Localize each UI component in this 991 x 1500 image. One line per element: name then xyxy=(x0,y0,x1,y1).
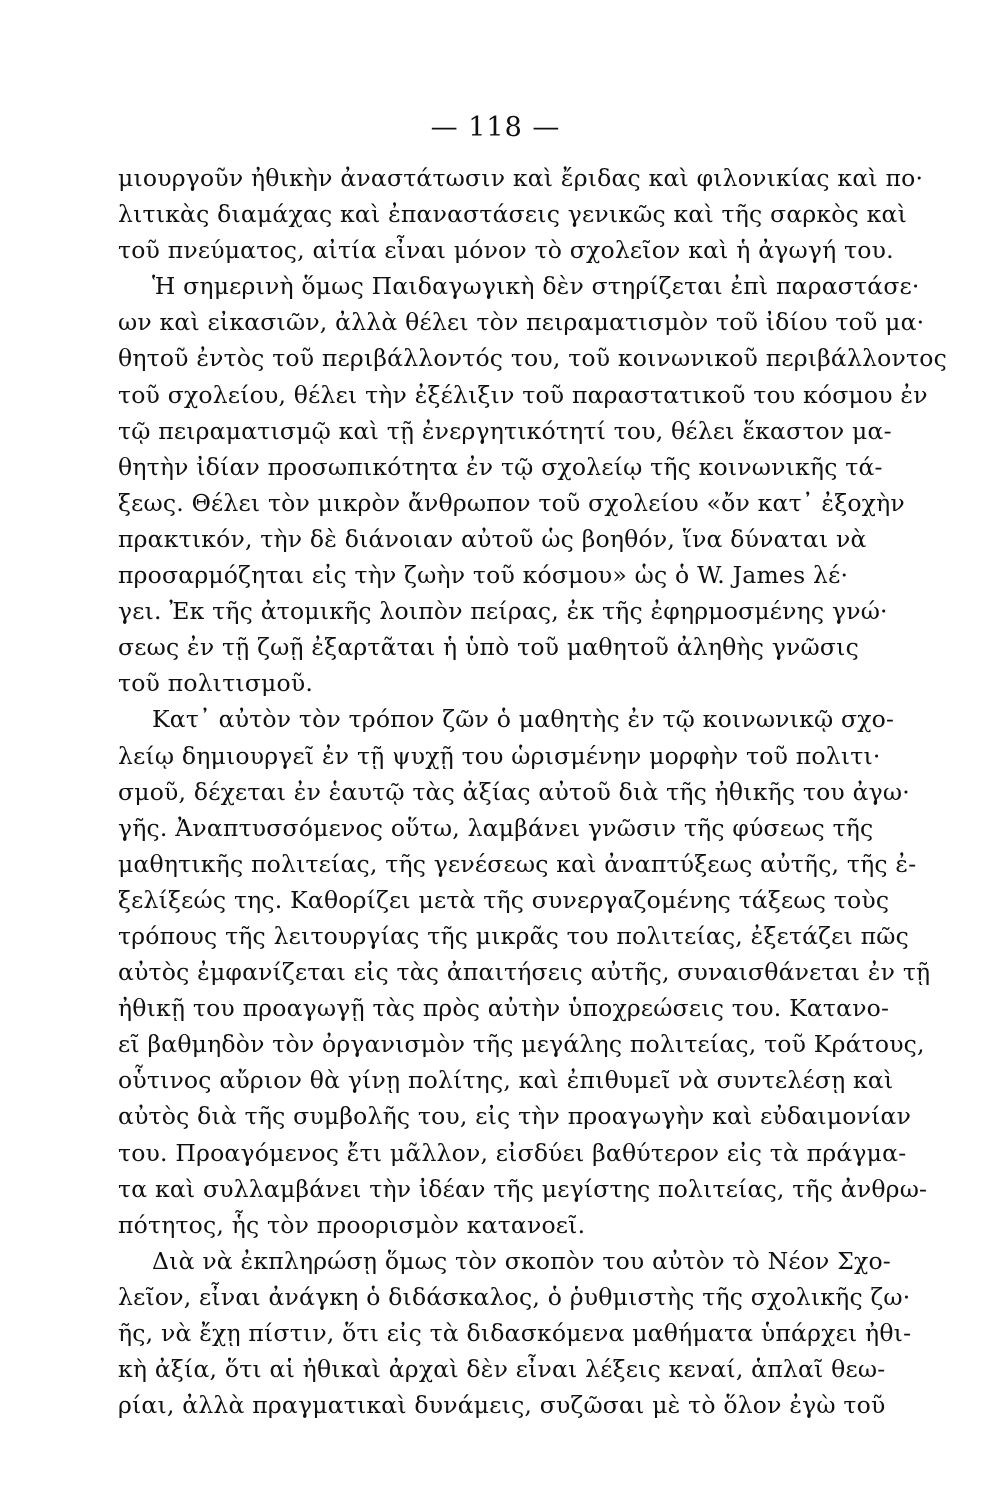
text-line: θητὴν ἰδίαν προσωπικότητα ἐν τῷ σχολείῳ τῆς κοινωνικῆς τά- xyxy=(118,452,883,481)
text-line: πρακτικόν, τὴν δὲ διάνοιαν αὐτοῦ ὡς βοηθόν, ἵνα δύναται νὰ xyxy=(118,524,867,553)
text-line: μαθητικῆς πολιτείας, τῆς γενέσεως καὶ ἀναπτύξεως αὐτῆς, τῆς ἐ- xyxy=(118,849,917,878)
text-line: ἠθικῇ του προαγωγῇ τὰς πρὸς αὐτὴν ὑποχρεώσεις του. Κατανο- xyxy=(118,994,890,1023)
text-line: ρίαι, ἀλλὰ πραγματικαὶ δυνάμεις, συζῶσαι μὲ τὸ ὅλον ἐγὼ τοῦ xyxy=(118,1391,886,1420)
text-line: τοῦ πολιτισμοῦ. xyxy=(118,669,314,698)
text-line: οὗτινος αὔριον θὰ γίνῃ πολίτης, καὶ ἐπιθυμεῖ νὰ συντελέσῃ καὶ xyxy=(118,1066,894,1095)
paragraph-start-line: Ἡ σημερινὴ ὅμως Παιδαγωγικὴ δὲν στηρίζεται ἐπὶ παραστάσε· xyxy=(152,272,920,301)
paragraph-start-line: Διὰ νὰ ἐκπληρώσῃ ὅμως τὸν σκοπὸν του αὐτὸν τὸ Νέον Σχο- xyxy=(152,1246,891,1275)
text-line: τῷ πειραματισμῷ καὶ τῇ ἐνεργητικότητί του, θέλει ἕκαστον μα- xyxy=(118,416,892,445)
paragraph-start-line: Κατ᾽ αὐτὸν τὸν τρόπον ζῶν ὁ μαθητὴς ἐν τῷ κοινωνικῷ σχο- xyxy=(152,705,895,734)
text-line: πότητος, ἧς τὸν προορισμὸν κατανοεῖ. xyxy=(118,1210,586,1239)
text-line: τοῦ σχολείου, θέλει τὴν ἐξέλιξιν τοῦ παραστατικοῦ του κόσμου ἐν xyxy=(118,380,928,409)
text-line: αὐτὸς διὰ τῆς συμβολῆς του, εἰς τὴν προαγωγὴν καὶ εὐδαιμονίαν xyxy=(118,1102,912,1131)
text-line: αὐτὸς ἐμφανίζεται εἰς τὰς ἀπαιτήσεις αὐτῆς, συναισθάνεται ἐν τῇ xyxy=(118,958,931,987)
text-line: τρόπους τῆς λειτουργίας τῆς μικρᾶς του πολιτείας, ἐξετάζει πῶς xyxy=(118,921,910,950)
text-line: σεως ἐν τῇ ζωῇ ἐξαρτᾶται ἡ ὑπὸ τοῦ μαθητοῦ ἀληθὴς γνῶσις xyxy=(118,633,859,662)
text-line: γει. Ἐκ τῆς ἀτομικῆς λοιπὸν πείρας, ἐκ τῆς ἐφηρμοσμένης γνώ· xyxy=(118,597,888,626)
text-line: ῆς, νὰ ἔχῃ πίστιν, ὅτι εἰς τὰ διδασκόμενα μαθήματα ὑπάρχει ἠθι- xyxy=(118,1319,912,1347)
text-line: ξελίξεώς της. Καθορίζει μετὰ τῆς συνεργαζομένης τάξεως τοὺς xyxy=(118,885,890,914)
text-line: γῆς. Ἀναπτυσσόμενος οὕτω, λαμβάνει γνῶσιν τῆς φύσεως τῆς xyxy=(118,813,874,842)
body-text xyxy=(118,160,947,1423)
text-line: σμοῦ, δέχεται ἐν ἑαυτῷ τὰς ἀξίας αὐτοῦ διὰ τῆς ἠθικῆς του ἀγω· xyxy=(118,777,910,806)
text-line: θητοῦ ἐντὸς τοῦ περιβάλλοντός του, τοῦ κοινωνικοῦ περιβάλλοντος xyxy=(118,344,947,373)
text-line: ξεως. Θέλει τὸν μικρὸν ἄνθρωπον τοῦ σχολείου «ὄν κατ᾽ ἐξοχὴν xyxy=(118,488,905,517)
text-line: μιουργοῦν ἠθικὴν ἀναστάτωσιν καὶ ἔριδας καὶ φιλονικίας καὶ πο· xyxy=(118,164,924,192)
text-line: κὴ ἀξία, ὅτι αἱ ἠθικαὶ ἀρχαὶ δὲν εἶναι λέξεις κεναί, ἁπλαῖ θεω- xyxy=(118,1355,886,1384)
text-line: τοῦ πνεύματος, αἰτία εἶναι μόνον τὸ σχολεῖον καὶ ἡ ἀγωγή του. xyxy=(118,236,894,265)
text-line: προσαρμόζηται εἰς τὴν ζωὴν τοῦ κόσμου» ὡς ὁ W. James λέ· xyxy=(118,561,849,590)
text-line: εῖ βαθμηδὸν τὸν ὀργανισμὸν τῆς μεγάλης πολιτείας, τοῦ Κράτους, xyxy=(118,1030,925,1059)
text-line: τα καὶ συλλαμβάνει τὴν ἰδέαν τῆς μεγίστης πολιτείας, τῆς ἀνθρω- xyxy=(118,1174,928,1203)
text-line: λιτικὰς διαμάχας καὶ ἐπαναστάσεις γενικῶς καὶ τῆς σαρκὸς καὶ xyxy=(118,200,908,229)
text-line: λείῳ δημιουργεῖ ἐν τῇ ψυχῇ του ὡρισμένην μορφὴν τοῦ πολιτι· xyxy=(118,741,881,770)
text-line: λεῖον, εἶναι ἀνάγκη ὁ διδάσκαλος, ὁ ῥυθμιστὴς τῆς σχολικῆς ζω· xyxy=(118,1282,911,1311)
text-line: ων καὶ εἰκασιῶν, ἀλλὰ θέλει τὸν πειραματισμὸν τοῦ ἰδίου τοῦ μα· xyxy=(118,308,925,337)
text-line: του. Προαγόμενος ἔτι μᾶλλον, εἰσδύει βαθύτερον εἰς τὰ πράγμα- xyxy=(118,1138,907,1167)
page-number: — 118 — xyxy=(430,112,561,143)
